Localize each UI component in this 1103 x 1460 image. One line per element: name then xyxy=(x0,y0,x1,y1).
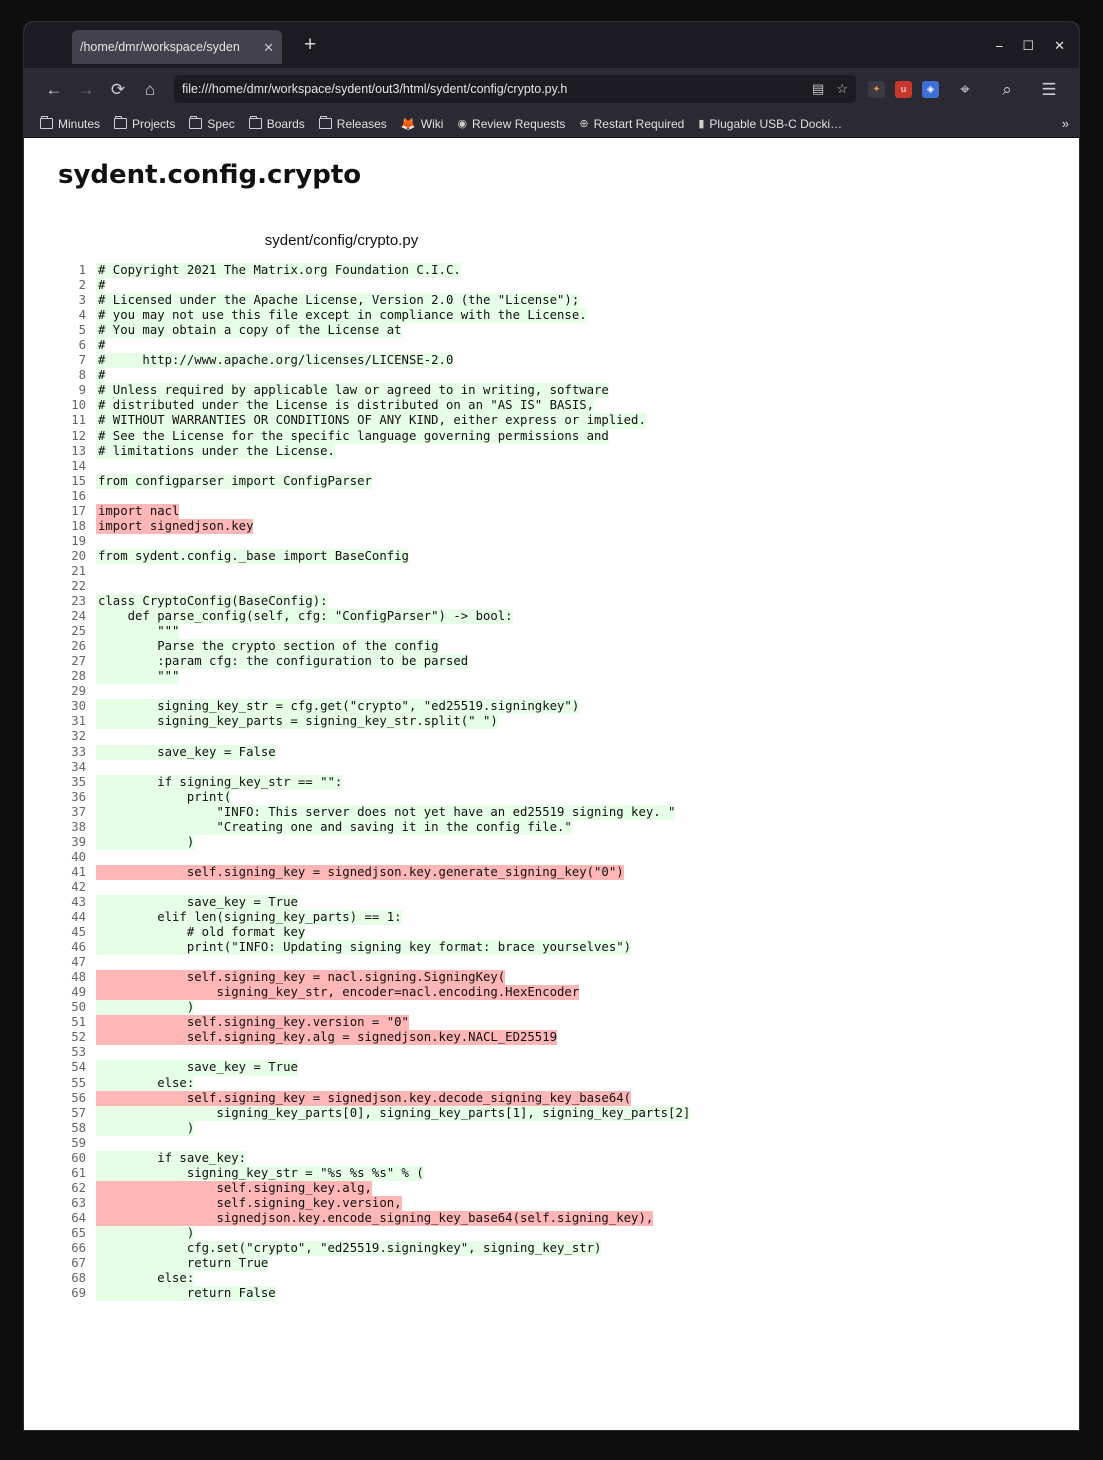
line-number: 15 xyxy=(50,474,96,489)
line-text: elif len(signing_key_parts) == 1: xyxy=(98,910,402,925)
bookmark-label: Boards xyxy=(266,116,305,131)
code-line xyxy=(50,1045,1079,1060)
sync-icon[interactable]: ⌖ xyxy=(960,79,970,99)
line-number: 68 xyxy=(50,1271,96,1286)
line-number: 62 xyxy=(50,1181,96,1196)
line-number: 34 xyxy=(50,760,96,775)
code-line xyxy=(50,579,1079,594)
code-line xyxy=(50,504,1079,519)
line-text: self.signing_key.version, xyxy=(98,1195,402,1210)
code-line xyxy=(50,564,1079,579)
line-number: 53 xyxy=(50,1045,96,1060)
ublock-icon[interactable]: u xyxy=(895,81,912,98)
line-number: 23 xyxy=(50,594,96,609)
line-text: self.signing_key = signedjson.key.decode_signing_key_base64( xyxy=(98,1090,632,1105)
line-text: ) xyxy=(98,1000,195,1015)
line-number: 48 xyxy=(50,970,96,985)
bookmark-spec[interactable] xyxy=(183,115,240,133)
code-line xyxy=(50,534,1079,549)
bookmark-review-requests[interactable] xyxy=(451,115,571,133)
line-text xyxy=(96,564,105,579)
bookmark-boards[interactable] xyxy=(243,115,311,133)
bookmark-star-icon[interactable]: ☆ xyxy=(836,81,848,96)
line-text: signing_key_parts[0], signing_key_parts[1], signing_key_parts[2] xyxy=(98,1105,691,1120)
line-number: 29 xyxy=(50,684,96,699)
reload-icon[interactable]: ⟳ xyxy=(110,79,126,99)
line-number: 21 xyxy=(50,564,96,579)
bookmark-label: Releases xyxy=(336,116,387,131)
line-number: 1 xyxy=(50,263,96,278)
bookmark-label: Wiki xyxy=(420,116,444,131)
line-text: signing_key_parts = signing_key_str.split(" ") xyxy=(98,714,498,729)
bookmark-label: Restart Required xyxy=(593,116,685,131)
code-line xyxy=(50,609,1079,624)
line-number: 36 xyxy=(50,790,96,805)
line-text: # old format key xyxy=(98,925,306,940)
line-number: 20 xyxy=(50,549,96,564)
bookmarks-overflow-icon[interactable]: » xyxy=(1061,116,1069,131)
line-number: 46 xyxy=(50,940,96,955)
line-number: 59 xyxy=(50,1136,96,1151)
line-text: # limitations under the License. xyxy=(98,443,335,458)
line-number: 19 xyxy=(50,534,96,549)
line-number: 47 xyxy=(50,955,96,970)
line-number: 9 xyxy=(50,383,96,398)
code-line xyxy=(50,519,1079,534)
bookmark-restart-required[interactable] xyxy=(573,115,690,133)
line-number: 49 xyxy=(50,985,96,1000)
line-number: 8 xyxy=(50,368,96,383)
menu-icon[interactable]: ☰ xyxy=(1041,79,1057,99)
line-number: 67 xyxy=(50,1256,96,1271)
bookmark-label: Minutes xyxy=(58,116,101,131)
line-number: 22 xyxy=(50,579,96,594)
line-text: print( xyxy=(98,789,232,804)
book-icon: ▮ xyxy=(698,118,705,130)
line-number: 17 xyxy=(50,504,96,519)
code-line xyxy=(50,368,1079,383)
line-number: 45 xyxy=(50,925,96,940)
line-text: else: xyxy=(98,1271,195,1286)
line-text: else: xyxy=(98,1075,195,1090)
line-number: 24 xyxy=(50,609,96,624)
line-text xyxy=(96,955,105,970)
line-text xyxy=(96,579,105,594)
line-number: 43 xyxy=(50,895,96,910)
line-number: 52 xyxy=(50,1030,96,1045)
line-text: ) xyxy=(98,834,195,849)
code-line xyxy=(50,714,1079,729)
line-text: "INFO: This server does not yet have an ed25519 signing key. " xyxy=(98,804,676,819)
code-line xyxy=(50,835,1079,850)
line-text: return False xyxy=(98,1286,276,1301)
line-number: 4 xyxy=(50,308,96,323)
bookmark-label: Review Requests xyxy=(472,116,566,131)
url-text: file:///home/dmr/workspace/sydent/out3/html/sydent/config/crypto.py.h xyxy=(182,82,568,96)
line-number: 44 xyxy=(50,910,96,925)
line-text: if signing_key_str == "": xyxy=(98,774,343,789)
line-number: 58 xyxy=(50,1121,96,1136)
code-line xyxy=(50,413,1079,428)
code-line xyxy=(50,1226,1079,1241)
back-icon[interactable]: ← xyxy=(45,79,63,99)
line-number: 6 xyxy=(50,338,96,353)
line-number: 26 xyxy=(50,639,96,654)
line-text: # http://www.apache.org/licenses/LICENSE-2.0 xyxy=(98,353,454,368)
file-path-title: sydent/config/crypto.py xyxy=(264,232,419,249)
bookmark-label: Projects xyxy=(132,116,176,131)
code-line xyxy=(50,1136,1079,1151)
tab-title: /home/dmr/workspace/syden xyxy=(80,40,240,54)
code-line xyxy=(50,353,1079,368)
code-line xyxy=(50,1030,1079,1045)
line-text: self.signing_key = signedjson.key.generate_signing_key("0") xyxy=(98,864,624,879)
line-number: 25 xyxy=(50,624,96,639)
line-text: self.signing_key.version = "0" xyxy=(98,1015,409,1030)
code-line xyxy=(50,910,1079,925)
line-number: 13 xyxy=(50,444,96,459)
toolbar-extensions xyxy=(862,81,1065,98)
code-line xyxy=(50,1211,1079,1226)
code-line xyxy=(50,970,1079,985)
code-line xyxy=(50,745,1079,760)
page-content xyxy=(24,138,1079,1428)
line-text xyxy=(96,729,105,744)
code-line xyxy=(50,1256,1079,1271)
line-text: import nacl xyxy=(98,503,180,518)
code-line xyxy=(50,459,1079,474)
line-text: signing_key_str = "%s %s %s" % ( xyxy=(98,1165,424,1180)
line-text: def parse_config(self, cfg: "ConfigParser") -> bool: xyxy=(98,609,513,624)
code-line xyxy=(50,1181,1079,1196)
code-line xyxy=(50,760,1079,775)
line-text: # Copyright 2021 The Matrix.org Foundation C.I.C. xyxy=(98,263,461,277)
line-number: 65 xyxy=(50,1226,96,1241)
forward-icon[interactable]: → xyxy=(77,79,95,99)
line-number: 55 xyxy=(50,1076,96,1091)
code-line xyxy=(50,654,1079,669)
line-text: class CryptoConfig(BaseConfig): xyxy=(98,594,328,609)
minimize-icon[interactable]: ⎯ xyxy=(995,37,1003,53)
code-line xyxy=(50,895,1079,910)
line-text: """ xyxy=(98,624,180,639)
code-line xyxy=(50,429,1079,444)
line-text: # Unless required by applicable law or agreed to in writing, software xyxy=(98,383,609,398)
line-number: 2 xyxy=(50,278,96,293)
line-text: print("INFO: Updating signing key format: brace yourselves") xyxy=(98,940,632,955)
line-number: 56 xyxy=(50,1091,96,1106)
code-line xyxy=(50,1286,1079,1301)
line-number: 30 xyxy=(50,699,96,714)
github-icon: ◉ xyxy=(457,118,468,130)
code-line xyxy=(50,1106,1079,1121)
line-text: # xyxy=(98,278,106,293)
line-text: # See the License for the specific language governing permissions and xyxy=(98,428,609,443)
close-icon[interactable]: ✕ xyxy=(263,39,274,55)
folder-icon xyxy=(189,118,202,129)
address-bar[interactable] xyxy=(174,75,856,103)
line-text: self.signing_key.alg = signedjson.key.NACL_ED25519 xyxy=(98,1030,558,1045)
line-text: self.signing_key = nacl.signing.SigningKey( xyxy=(98,970,506,985)
shield-icon[interactable]: ◈ xyxy=(922,81,939,98)
line-number: 12 xyxy=(50,429,96,444)
line-number: 37 xyxy=(50,805,96,820)
line-text: ) xyxy=(98,1226,195,1240)
code-line xyxy=(50,790,1079,805)
line-number: 5 xyxy=(50,323,96,338)
line-text: signedjson.key.encode_signing_key_base64(self.signing_key), xyxy=(98,1210,654,1225)
code-line xyxy=(50,594,1079,609)
code-line xyxy=(50,278,1079,293)
line-text: from sydent.config._base import BaseConfig xyxy=(98,548,409,563)
code-line xyxy=(50,383,1079,398)
code-listing xyxy=(50,263,1079,1301)
line-number: 33 xyxy=(50,745,96,760)
line-number: 11 xyxy=(50,413,96,428)
line-number: 54 xyxy=(50,1060,96,1075)
code-line xyxy=(50,775,1079,790)
line-number: 41 xyxy=(50,865,96,880)
line-text xyxy=(96,880,105,895)
line-text: return True xyxy=(98,1256,269,1271)
bookmark-label: Plugable USB-C Docki… xyxy=(709,116,843,131)
line-text: save_key = False xyxy=(98,744,276,759)
maximize-icon[interactable]: ☐ xyxy=(1022,37,1035,53)
bookmark-projects[interactable] xyxy=(108,115,181,133)
line-text xyxy=(96,459,105,474)
line-text: signing_key_str = cfg.get("crypto", "ed25519.signingkey") xyxy=(98,699,580,714)
reader-view-icon[interactable]: ▤ xyxy=(812,81,825,96)
line-text: # distributed under the License is distributed on an "AS IS" BASIS, xyxy=(98,398,595,413)
search-icon[interactable]: ⌕ xyxy=(1002,79,1012,99)
line-number: 51 xyxy=(50,1015,96,1030)
line-number: 42 xyxy=(50,880,96,895)
home-icon[interactable]: ⌂ xyxy=(144,79,156,99)
line-text: if save_key: xyxy=(98,1150,247,1165)
code-line xyxy=(50,1076,1079,1091)
line-number: 31 xyxy=(50,714,96,729)
page-title: sydent.config.crypto xyxy=(58,160,362,190)
globe-icon: ⊕ xyxy=(579,118,589,130)
line-text: import signedjson.key xyxy=(98,518,254,533)
code-line xyxy=(50,474,1079,489)
code-line xyxy=(50,1196,1079,1211)
close-window-icon[interactable]: ✕ xyxy=(1054,37,1065,53)
code-line xyxy=(50,1091,1079,1106)
code-line xyxy=(50,880,1079,895)
pocket-icon[interactable]: ✦ xyxy=(868,81,885,98)
line-text xyxy=(96,1045,105,1060)
code-line xyxy=(50,1000,1079,1015)
new-tab-button[interactable]: + xyxy=(304,33,317,56)
code-line xyxy=(50,1166,1079,1181)
line-text: # xyxy=(98,368,106,383)
bookmark-releases[interactable] xyxy=(313,115,393,133)
line-number: 66 xyxy=(50,1241,96,1256)
line-text xyxy=(96,534,105,549)
code-line xyxy=(50,624,1079,639)
line-text: # xyxy=(98,338,106,353)
code-line xyxy=(50,925,1079,940)
folder-icon xyxy=(319,118,332,129)
bookmarks-bar xyxy=(24,110,1079,138)
line-text: """ xyxy=(98,669,180,684)
code-line xyxy=(50,1015,1079,1030)
line-number: 50 xyxy=(50,1000,96,1015)
code-line xyxy=(50,323,1079,338)
line-number: 57 xyxy=(50,1106,96,1121)
line-text: :param cfg: the configuration to be parsed xyxy=(98,654,469,669)
code-line xyxy=(50,729,1079,744)
folder-icon xyxy=(114,118,127,129)
code-line xyxy=(50,1060,1079,1075)
code-line xyxy=(50,985,1079,1000)
line-number: 14 xyxy=(50,459,96,474)
line-text: save_key = True xyxy=(98,1060,298,1075)
line-text xyxy=(96,489,105,504)
line-number: 3 xyxy=(50,293,96,308)
browser-window xyxy=(24,22,1079,1430)
line-text: save_key = True xyxy=(98,894,298,909)
line-number: 28 xyxy=(50,669,96,684)
code-line xyxy=(50,1241,1079,1256)
line-text: ) xyxy=(98,1120,195,1135)
code-line xyxy=(50,669,1079,684)
bookmark-minutes[interactable] xyxy=(34,115,106,133)
line-text: # you may not use this file except in compliance with the License. xyxy=(98,308,587,323)
line-number: 18 xyxy=(50,519,96,534)
urlbar-actions xyxy=(804,81,848,97)
code-line xyxy=(50,308,1079,323)
code-line xyxy=(50,1121,1079,1136)
line-number: 16 xyxy=(50,489,96,504)
line-text xyxy=(96,1136,105,1151)
bookmark-wiki[interactable] xyxy=(395,115,450,133)
line-number: 32 xyxy=(50,729,96,744)
line-text: signing_key_str, encoder=nacl.encoding.HexEncoder xyxy=(98,985,580,1000)
bookmark-plugable-dock[interactable] xyxy=(692,115,848,133)
firefox-icon: 🦊 xyxy=(400,116,416,131)
line-number: 40 xyxy=(50,850,96,865)
browser-tab[interactable] xyxy=(72,30,282,64)
line-number: 63 xyxy=(50,1196,96,1211)
line-number: 10 xyxy=(50,398,96,413)
code-line xyxy=(50,805,1079,820)
window-controls xyxy=(996,22,1065,68)
code-line xyxy=(50,820,1079,835)
code-line xyxy=(50,1271,1079,1286)
line-number: 27 xyxy=(50,654,96,669)
bookmark-label: Spec xyxy=(207,116,235,131)
line-number: 69 xyxy=(50,1286,96,1301)
line-text: Parse the crypto section of the config xyxy=(98,639,439,654)
code-line xyxy=(50,398,1079,413)
code-line xyxy=(50,263,1079,278)
line-text xyxy=(96,684,105,699)
code-line xyxy=(50,699,1079,714)
code-line xyxy=(50,549,1079,564)
titlebar xyxy=(24,22,1079,68)
line-number: 7 xyxy=(50,353,96,368)
folder-icon xyxy=(40,118,53,129)
line-text xyxy=(96,760,105,775)
line-text: # WITHOUT WARRANTIES OR CONDITIONS OF ANY KIND, either express or implied. xyxy=(98,413,646,428)
code-line xyxy=(50,955,1079,970)
line-text: cfg.set("crypto", "ed25519.signingkey", signing_key_str) xyxy=(98,1241,602,1256)
code-line xyxy=(50,639,1079,654)
line-text: "Creating one and saving it in the config file." xyxy=(98,819,572,834)
code-line xyxy=(50,293,1079,308)
line-number: 35 xyxy=(50,775,96,790)
code-line xyxy=(50,444,1079,459)
line-number: 39 xyxy=(50,835,96,850)
line-number: 64 xyxy=(50,1211,96,1226)
line-text xyxy=(96,850,105,865)
line-number: 38 xyxy=(50,820,96,835)
line-number: 60 xyxy=(50,1151,96,1166)
line-text: # Licensed under the Apache License, Version 2.0 (the "License"); xyxy=(98,293,580,308)
navigation-toolbar xyxy=(24,68,1079,110)
code-line xyxy=(50,338,1079,353)
code-line xyxy=(50,865,1079,880)
code-line xyxy=(50,850,1079,865)
code-line xyxy=(50,1151,1079,1166)
code-line xyxy=(50,489,1079,504)
line-text: # You may obtain a copy of the License at xyxy=(98,323,402,338)
line-text: self.signing_key.alg, xyxy=(98,1180,372,1195)
line-text: from configparser import ConfigParser xyxy=(98,473,372,488)
code-line xyxy=(50,940,1079,955)
folder-icon xyxy=(249,118,262,129)
line-number: 61 xyxy=(50,1166,96,1181)
code-line xyxy=(50,684,1079,699)
